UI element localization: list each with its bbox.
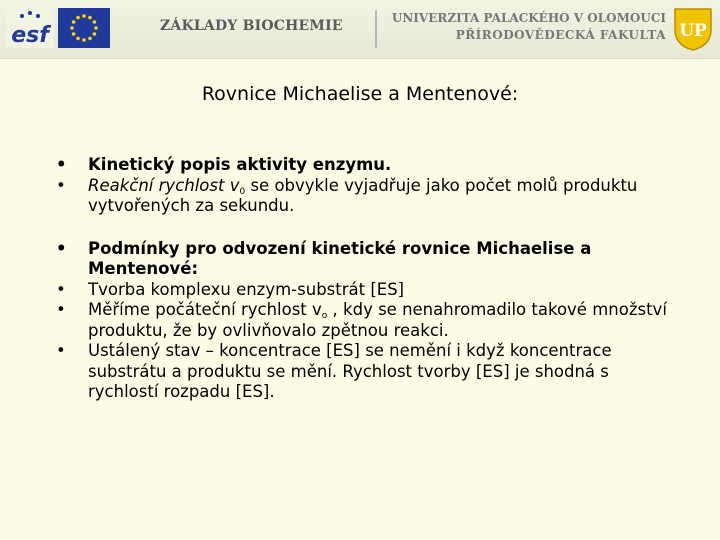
list-item-text-pre: Reakční rychlost v (88, 175, 240, 195)
esf-logo-icon (6, 8, 54, 48)
list-item (54, 239, 674, 280)
university-block (386, 10, 666, 50)
bullet-icon: • (56, 279, 66, 299)
bullet-icon: • (56, 175, 66, 195)
header-divider (375, 10, 377, 48)
list-item-text-pre: Měříme počáteční rychlost v (88, 300, 322, 319)
bullet-icon: • (56, 341, 66, 360)
university-seal-icon (672, 6, 714, 52)
subscript-zero: 0 (239, 186, 246, 197)
list-item (54, 341, 674, 403)
university-seal-text: UP (679, 21, 707, 41)
bullet-icon: • (56, 155, 67, 174)
faculty-name: PŘÍRODOVĚDECKÁ FAKULTA (455, 28, 666, 42)
header-bar (0, 0, 720, 59)
list-item-text-post: se obvykle vyjadřuje jako počet molů produktu vytvořených za sekundu. (88, 175, 638, 215)
university-name: UNIVERZITA PALACKÉHO V OLOMOUCI (391, 11, 666, 25)
slide-title: Rovnice Michaelise a Mentenové: (201, 83, 519, 105)
spacer (54, 217, 674, 239)
list-item-text: Ustálený stav – koncentrace [ES] se nemění i když koncentrace substrátu a produktu se mění. Rychlost tvorby [ES] je shodná s rychlostí rozpadu [ES]. (88, 341, 612, 401)
list-item (54, 155, 674, 176)
list-item (54, 280, 674, 301)
bullet-list-2 (54, 239, 674, 403)
bullet-icon: • (56, 300, 66, 319)
eu-flag-icon (58, 8, 110, 48)
list-item (54, 176, 674, 217)
list-item-text: Tvorba komplexu enzym-substrát [ES] (88, 279, 405, 299)
subscript-o: o (321, 311, 328, 321)
bullet-icon: • (56, 238, 67, 258)
list-item-text-post: , kdy se nenahromadilo takové množství produktu, že by ovlivňovalo zpětnou reakci. (88, 300, 667, 340)
list-item (54, 300, 674, 341)
slide-content (54, 155, 674, 465)
esf-logo-text: esf (11, 23, 49, 48)
list-item-text: Podmínky pro odvození kinetické rovnice Michaelise a Mentenové: (88, 238, 592, 278)
bullet-list-1 (54, 155, 674, 217)
course-title: ZÁKLADY BIOCHEMIE (160, 18, 343, 34)
list-item-text: Kinetický popis aktivity enzymu. (88, 155, 392, 174)
